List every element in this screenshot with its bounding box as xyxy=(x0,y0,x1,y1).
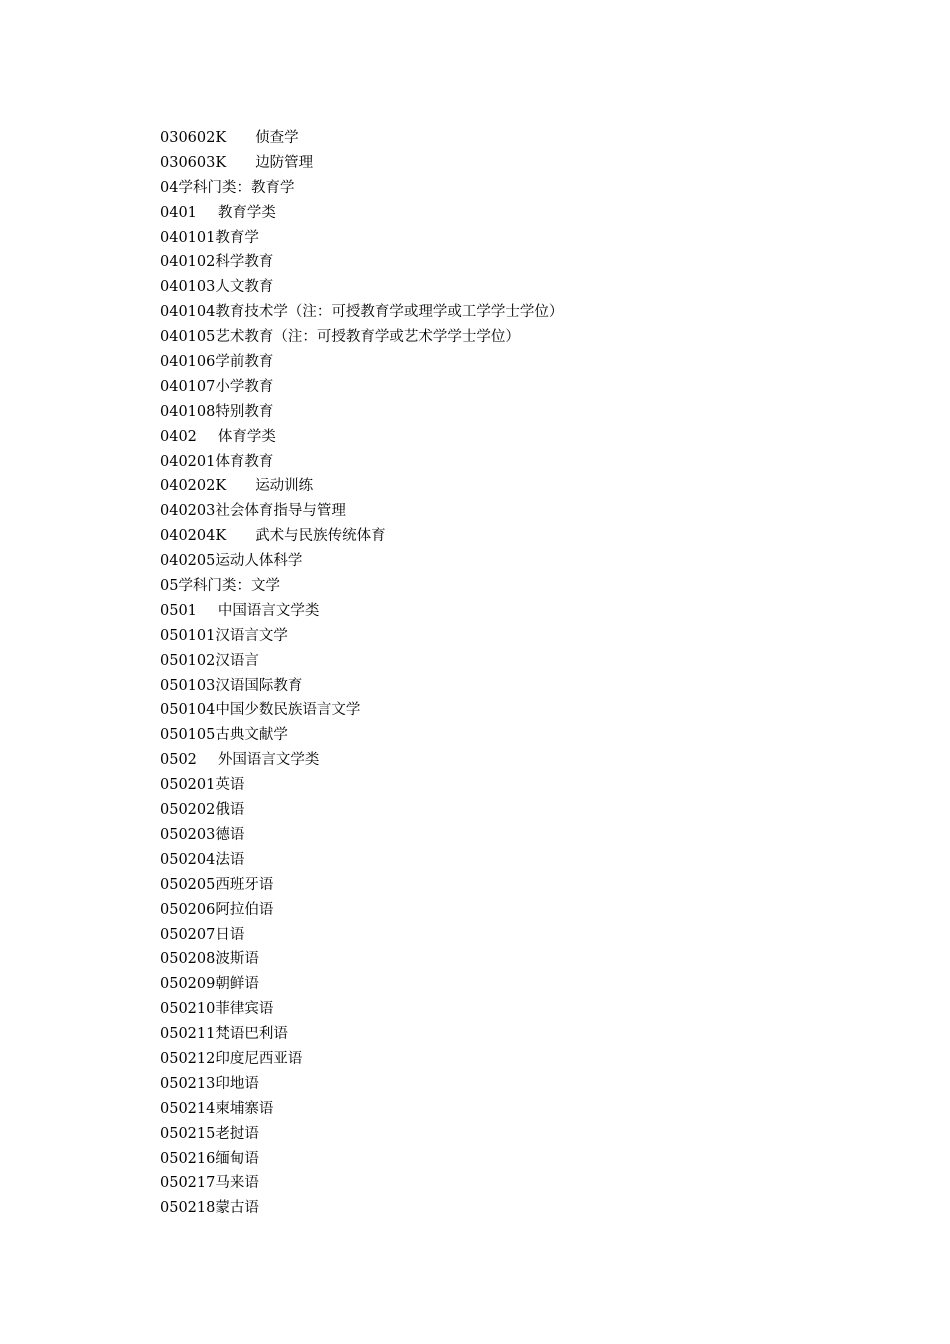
item-code: 050102 xyxy=(160,652,216,669)
item-code: 050203 xyxy=(160,826,216,843)
item-code: 050218 xyxy=(160,1200,216,1217)
item-name: 汉语言 xyxy=(215,652,259,669)
list-item xyxy=(160,1147,880,1172)
item-name: 印地语 xyxy=(215,1075,259,1092)
item-name: 侦查学 xyxy=(255,130,299,146)
item-name: 印度尼西亚语 xyxy=(215,1050,303,1067)
item-code: 040202K xyxy=(160,478,227,495)
item-code: 030603K xyxy=(160,154,227,171)
item-name: 外国语言文学类 xyxy=(217,752,320,769)
item-name: 汉语言文学 xyxy=(215,627,288,644)
list-item xyxy=(160,674,880,699)
list-item xyxy=(160,923,880,948)
item-code: 050105 xyxy=(160,727,216,744)
item-code: 040102 xyxy=(160,254,216,271)
item-code: 040201 xyxy=(160,453,216,470)
item-code: 040203 xyxy=(160,503,216,520)
document-page xyxy=(160,126,880,1221)
list-item xyxy=(160,400,880,425)
list-item xyxy=(160,1097,880,1122)
item-name: 柬埔寨语 xyxy=(215,1100,274,1117)
list-item xyxy=(160,972,880,997)
list-item xyxy=(160,1047,880,1072)
item-name: 俄语 xyxy=(215,802,245,819)
item-code: 050104 xyxy=(160,702,216,719)
item-code: 0402 xyxy=(160,428,197,445)
item-name: 缅甸语 xyxy=(215,1150,259,1167)
item-name: 中国少数民族语言文学 xyxy=(215,702,361,719)
list-item xyxy=(160,997,880,1022)
item-code: 0401 xyxy=(160,204,197,221)
list-item xyxy=(160,300,880,325)
list-item xyxy=(160,375,880,400)
list-item xyxy=(160,201,880,226)
item-name: 特别教育 xyxy=(215,403,274,420)
item-code: 0501 xyxy=(160,602,197,619)
list-item xyxy=(160,499,880,524)
list-item xyxy=(160,1072,880,1097)
item-name: 古典文献学 xyxy=(215,727,288,744)
list-item xyxy=(160,1122,880,1147)
item-code: 050103 xyxy=(160,677,216,694)
item-code: 050217 xyxy=(160,1175,216,1192)
list-item xyxy=(160,898,880,923)
item-code: 050201 xyxy=(160,777,216,794)
list-item xyxy=(160,350,880,375)
list-item xyxy=(160,574,880,599)
item-name: 运动人体科学 xyxy=(215,553,303,570)
item-name: 艺术教育（注：可授教育学或艺术学学士学位） xyxy=(215,329,520,346)
item-code: 040103 xyxy=(160,279,216,296)
item-name: 教育学 xyxy=(215,229,259,246)
item-name: 学前教育 xyxy=(215,354,274,371)
list-item xyxy=(160,549,880,574)
item-code: 050101 xyxy=(160,627,216,644)
list-item xyxy=(160,250,880,275)
item-name: 日语 xyxy=(215,926,245,943)
list-item xyxy=(160,425,880,450)
item-code: 050215 xyxy=(160,1125,216,1142)
item-code: 050206 xyxy=(160,901,216,918)
item-code: 040108 xyxy=(160,403,216,420)
item-name: 德语 xyxy=(215,826,245,843)
item-name: 体育教育 xyxy=(215,453,274,470)
item-code: 050216 xyxy=(160,1150,216,1167)
list-item xyxy=(160,524,880,549)
item-name: 西班牙语 xyxy=(215,876,274,893)
list-item xyxy=(160,1196,880,1221)
item-code: 040106 xyxy=(160,354,216,371)
item-name: 中国语言文学类 xyxy=(217,602,320,619)
item-name: 学科门类：教育学 xyxy=(178,179,295,196)
list-item xyxy=(160,698,880,723)
item-code: 050202 xyxy=(160,802,216,819)
item-code: 04 xyxy=(160,179,179,196)
list-item xyxy=(160,450,880,475)
item-name: 体育学类 xyxy=(217,428,276,445)
item-code: 0502 xyxy=(160,752,197,769)
item-name: 社会体育指导与管理 xyxy=(215,503,346,520)
list-item xyxy=(160,723,880,748)
item-name: 汉语国际教育 xyxy=(215,677,303,694)
item-name: 教育技术学（注：可授教育学或理学或工学学士学位） xyxy=(215,304,564,321)
list-item xyxy=(160,823,880,848)
item-name: 科学教育 xyxy=(215,254,274,271)
item-code: 040204K xyxy=(160,528,227,545)
list-item xyxy=(160,474,880,499)
list-item xyxy=(160,649,880,674)
item-code: 050211 xyxy=(160,1026,216,1043)
list-item xyxy=(160,798,880,823)
item-name: 小学教育 xyxy=(215,378,274,395)
item-code: 05 xyxy=(160,578,179,595)
list-item xyxy=(160,748,880,773)
list-item xyxy=(160,1171,880,1196)
list-item xyxy=(160,624,880,649)
item-name: 蒙古语 xyxy=(215,1200,259,1217)
item-name: 朝鲜语 xyxy=(215,976,259,993)
item-code: 030602K xyxy=(160,130,227,146)
list-item xyxy=(160,599,880,624)
list-item xyxy=(160,151,880,176)
item-code: 050204 xyxy=(160,851,216,868)
item-name: 运动训练 xyxy=(255,478,314,495)
item-code: 040105 xyxy=(160,329,216,346)
item-name: 菲律宾语 xyxy=(215,1001,274,1018)
item-name: 教育学类 xyxy=(217,204,276,221)
item-name: 法语 xyxy=(215,851,245,868)
item-name: 梵语巴利语 xyxy=(215,1026,288,1043)
item-name: 英语 xyxy=(215,777,245,794)
item-name: 阿拉伯语 xyxy=(215,901,274,918)
item-code: 050214 xyxy=(160,1100,216,1117)
list-item xyxy=(160,226,880,251)
list-item xyxy=(160,176,880,201)
item-name: 人文教育 xyxy=(215,279,274,296)
item-name: 边防管理 xyxy=(255,154,314,171)
item-code: 050212 xyxy=(160,1050,216,1067)
item-code: 050207 xyxy=(160,926,216,943)
item-name: 马来语 xyxy=(215,1175,259,1192)
list-item xyxy=(160,126,880,151)
list-item xyxy=(160,947,880,972)
item-code: 050209 xyxy=(160,976,216,993)
item-code: 040205 xyxy=(160,553,216,570)
item-code: 050213 xyxy=(160,1075,216,1092)
list-item xyxy=(160,275,880,300)
item-name: 波斯语 xyxy=(215,951,259,968)
item-name: 老挝语 xyxy=(215,1125,259,1142)
list-item xyxy=(160,848,880,873)
item-code: 040101 xyxy=(160,229,216,246)
list-item xyxy=(160,1022,880,1047)
item-code: 050205 xyxy=(160,876,216,893)
item-name: 学科门类：文学 xyxy=(178,578,280,595)
item-code: 040107 xyxy=(160,378,216,395)
item-code: 050210 xyxy=(160,1001,216,1018)
list-item xyxy=(160,873,880,898)
list-item xyxy=(160,773,880,798)
item-code: 040104 xyxy=(160,304,216,321)
item-name: 武术与民族传统体育 xyxy=(255,528,386,545)
list-item xyxy=(160,325,880,350)
item-code: 050208 xyxy=(160,951,216,968)
